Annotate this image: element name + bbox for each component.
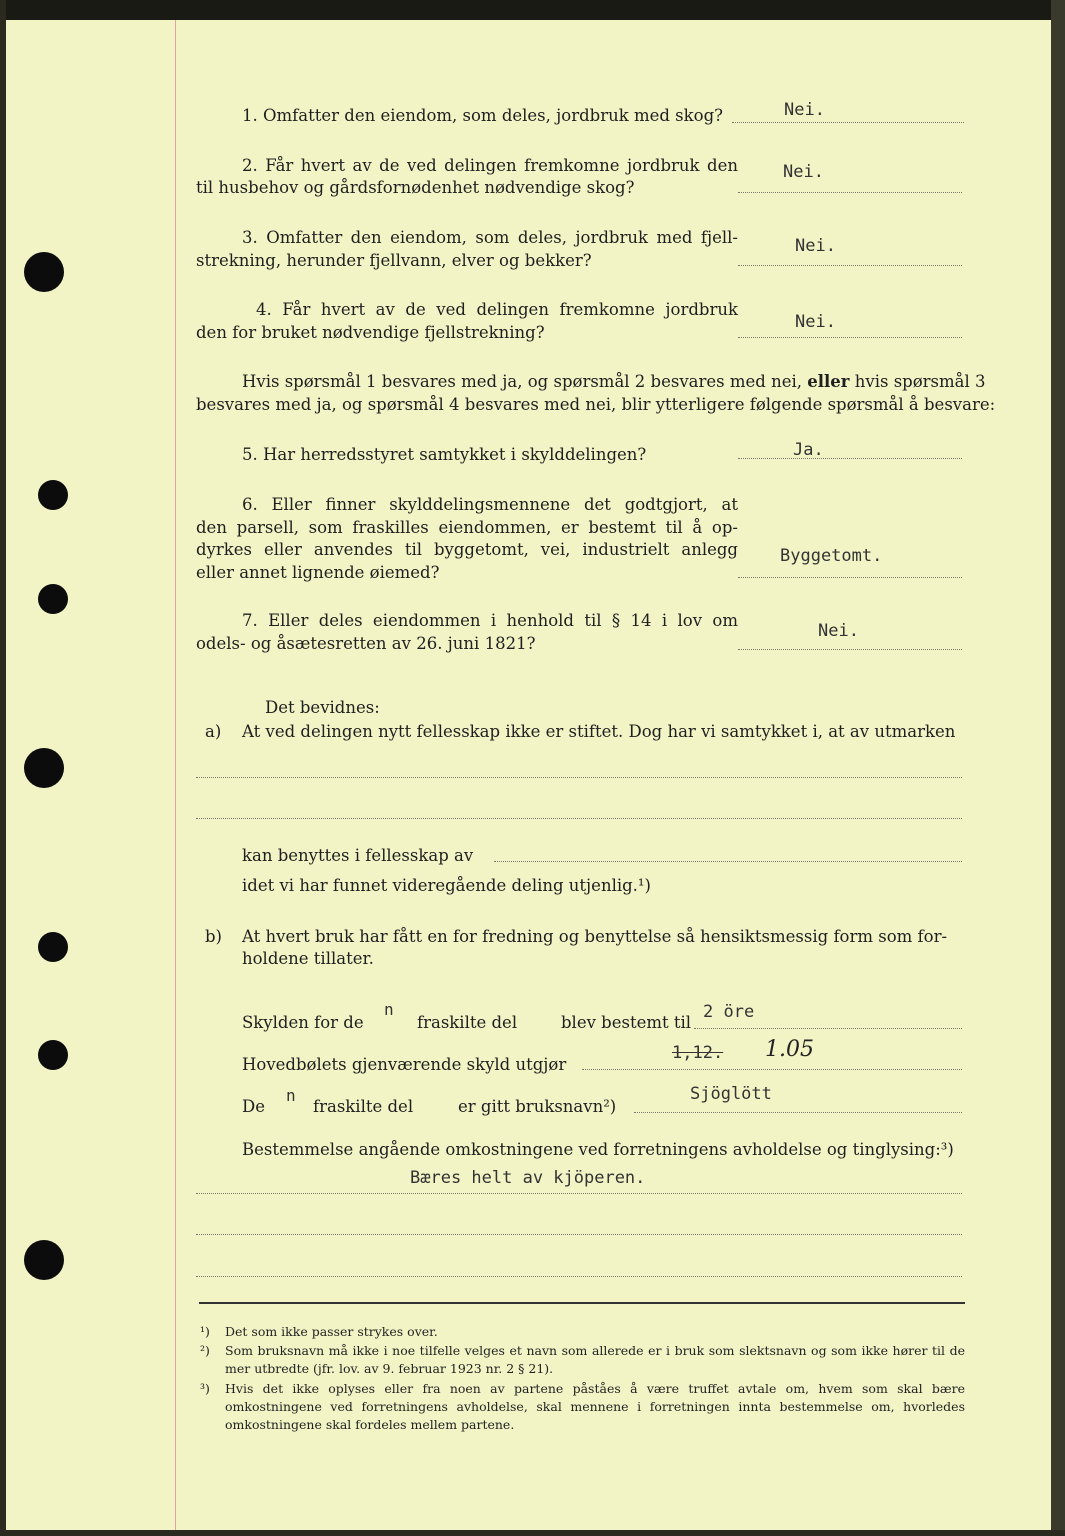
question-6-line: den parsell, som fraskilles eiendommen, er bestemt til å op- (196, 517, 738, 537)
answer-3: Nei. (795, 236, 836, 256)
scan-bottom-edge (0, 1530, 1065, 1536)
instruction-text-a: Hvis spørsmål 1 besvares med ja, og spørsmål 2 besvares med nei, (242, 372, 803, 391)
punch-hole (24, 252, 64, 292)
de-line (634, 1112, 962, 1113)
answer-line-2 (738, 192, 962, 193)
instruction-line-2: besvares med ja, og spørsmål 4 besvares med nei, blir ytterligere følgende spørsmål å besvare: (196, 395, 996, 414)
scan-left-edge (0, 0, 6, 1536)
punch-hole (38, 1040, 68, 1070)
de-mid: fraskilte del (313, 1097, 414, 1116)
punch-hole (38, 932, 68, 962)
question-4-text (196, 299, 738, 322)
blank-line (196, 818, 962, 819)
certify-a-reason: idet vi har funnet videregående deling utjenlig.¹) (242, 876, 651, 895)
punch-hole (24, 748, 64, 788)
question-3-line: strekning, herunder fjellvann, elver og bekker? (196, 251, 592, 270)
scan-top-edge (0, 0, 1065, 20)
scan-right-edge (1051, 0, 1065, 1536)
de-prefix: De (242, 1097, 265, 1116)
question-4-line: 4. Får hvert av de ved delingen fremkomne jordbruk (256, 300, 738, 319)
answer-line-4 (738, 337, 962, 338)
answer-7: Nei. (818, 621, 859, 641)
bestemmelse-label: Bestemmelse angående omkostningene ved forretningens avholdelse og tinglysing:³) (242, 1140, 954, 1159)
answer-6: Byggetomt. (780, 546, 883, 566)
answer-line-5 (738, 458, 962, 459)
skylden-suffix: blev bestemt til (561, 1013, 692, 1032)
blank-line (196, 1234, 962, 1235)
blank-line (494, 861, 962, 862)
question-7-line: 7. Eller deles eiendommen i henhold til § 14 i lov om (242, 611, 738, 630)
de-n: n (286, 1086, 296, 1105)
question-7-line: odels- og åsætesretten av 26. juni 1821? (196, 634, 536, 653)
footnote-rule (199, 1302, 965, 1304)
answer-line-3 (738, 265, 962, 266)
certify-b-label: b) (205, 927, 222, 946)
margin-line (175, 20, 176, 1530)
skylden-prefix: Skylden for de (242, 1013, 364, 1032)
question-6-line: dyrkes eller anvendes til byggetomt, vei, industrielt anlegg (196, 540, 738, 559)
question-2-text (196, 155, 738, 178)
blank-line (196, 1193, 962, 1194)
footnote-1-text: Det som ikke passer strykes over. (225, 1324, 438, 1339)
answer-5: Ja. (793, 440, 824, 460)
instruction-bold-word: eller (807, 372, 850, 391)
punch-hole (38, 584, 68, 614)
footnote-2-text: Som bruksnavn må ikke i noe tilfelle velges et navn som allerede er i bruk som slektsnavn og som ikke hører til de mer utbredte (jfr. lov. av 9. februar 1923 nr. 2 § 21). (225, 1343, 965, 1376)
punch-hole (38, 480, 68, 510)
certify-a-text: At ved delingen nytt fellesskap ikke er stiftet. Dog har vi samtykket i, at av utmarken (242, 722, 956, 741)
instruction-text-b: hvis spørsmål 3 (854, 372, 986, 391)
skylden-mid: fraskilte del (417, 1013, 518, 1032)
certify-a-label: a) (205, 722, 222, 741)
hoved-label: Hovedbølets gjenværende skyld utgjør (242, 1055, 567, 1074)
certify-b-line-1: At hvert bruk har fått en for fredning og benyttelse så hensiktsmessig form som for- (242, 927, 948, 946)
skylden-n: n (384, 1000, 394, 1019)
footnote-3-mark: ³) (200, 1381, 210, 1396)
certify-heading: Det bevidnes: (265, 698, 380, 717)
certify-a-use: kan benyttes i fellesskap av (242, 846, 474, 865)
question-4-line: den for bruket nødvendige fjellstrekning? (196, 323, 545, 342)
blank-line (196, 777, 962, 778)
blank-line (196, 1276, 962, 1277)
hoved-old-value: 1,12. (672, 1043, 724, 1063)
footnote-2-mark: ²) (200, 1343, 210, 1358)
skylden-value: 2 öre (703, 1002, 755, 1022)
punch-hole (24, 1240, 64, 1280)
answer-2: Nei. (783, 162, 824, 182)
skylden-line (694, 1028, 962, 1029)
answer-1: Nei. (784, 100, 825, 120)
answer-line-7 (738, 649, 962, 650)
de-value: Sjöglött (690, 1084, 772, 1104)
footnote-1-mark: ¹) (200, 1324, 210, 1339)
hoved-new-value: 1.05 (765, 1037, 814, 1062)
question-6-line: eller annet lignende øiemed? (196, 563, 440, 582)
de-suffix: er gitt bruksnavn²) (458, 1097, 617, 1116)
question-2-line: 2. Får hvert av de ved delingen fremkomne jordbruk den (242, 156, 738, 175)
question-6-text (196, 494, 738, 562)
footnote-3-text: Hvis det ikke oplyses eller fra noen av partene påståes å være truffet avtale om, hvem som skal bære omkostningene ved forretningens avholdelse, skal mennene i forretningen innta bestemmelse om, hvorledes omkostningene skal fordeles mellem partene. (225, 1381, 965, 1432)
answer-line-1 (732, 122, 964, 123)
answer-4: Nei. (795, 312, 836, 332)
question-2-line: til husbehov og gårdsfornødenhet nødvendige skog? (196, 178, 635, 197)
bestemmelse-value: Bæres helt av kjöperen. (410, 1168, 646, 1188)
question-1-text: 1. Omfatter den eiendom, som deles, jordbruk med skog? (242, 106, 723, 125)
hoved-line (582, 1069, 962, 1070)
question-7-text (196, 610, 738, 633)
certify-b-line-2: holdene tillater. (242, 949, 374, 968)
question-5-text: 5. Har herredsstyret samtykket i skylddelingen? (242, 445, 647, 464)
question-3-line: 3. Omfatter den eiendom, som deles, jordbruk med fjell- (242, 228, 738, 247)
instruction-line-1 (242, 371, 986, 393)
question-3-text (196, 227, 738, 250)
question-6-line: 6. Eller finner skylddelingsmennene det godtgjort, at (242, 495, 738, 514)
answer-line-6 (738, 577, 962, 578)
